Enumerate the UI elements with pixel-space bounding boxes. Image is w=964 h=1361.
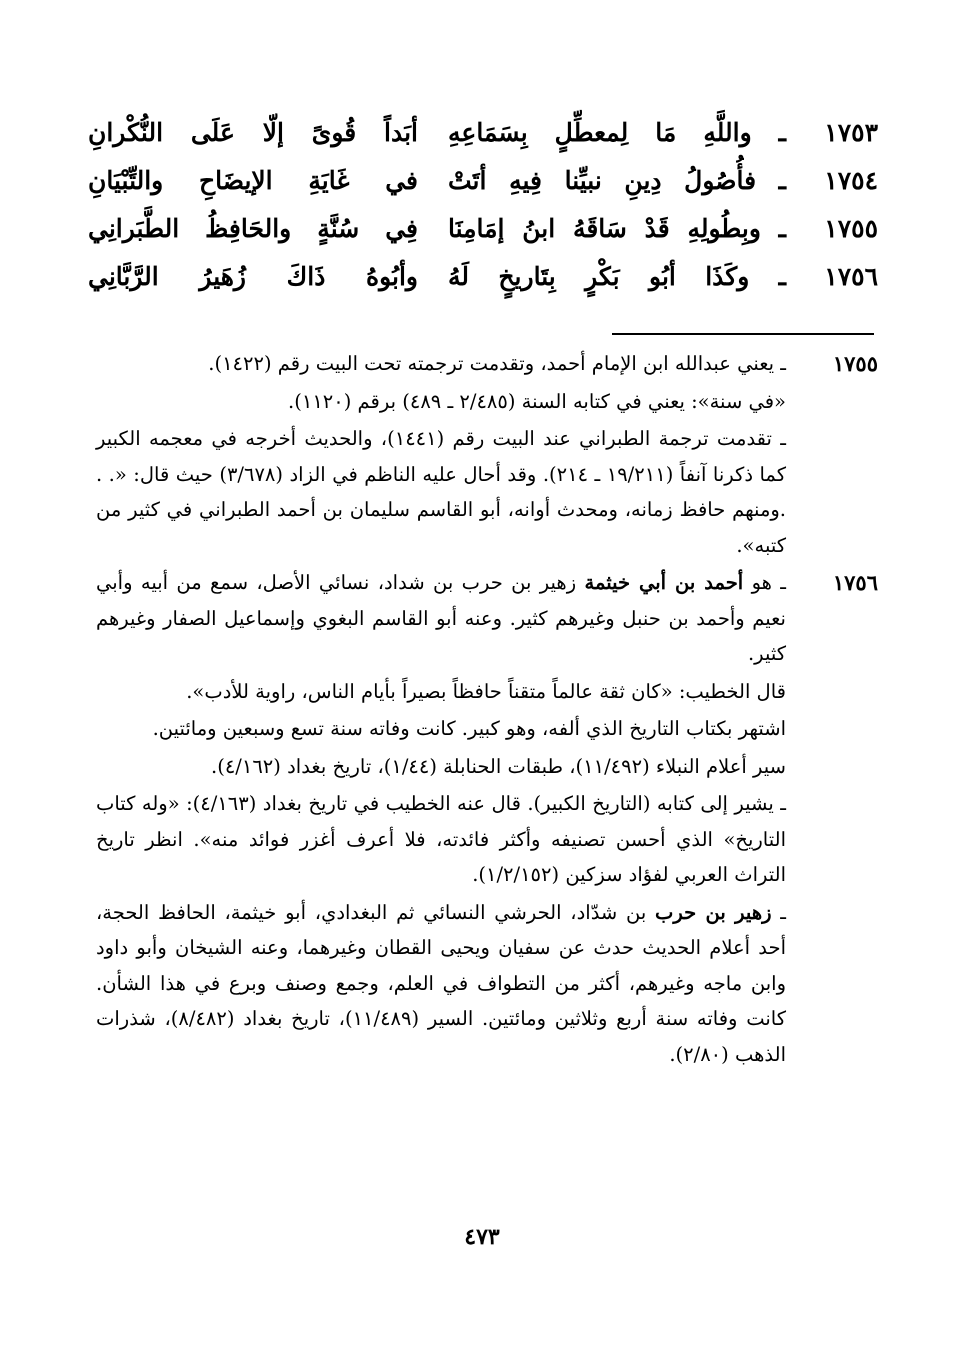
verse-second-hemistich: وأبُوهُ ذَاكَ زُهَيرُ الرَّبَّانِي — [88, 261, 418, 291]
footnote-paragraph: قال الخطيب: «كان ثقة عالماً متقناً حافظاً بصيراً بأيام الناس، راوية للأدب». — [186, 679, 786, 703]
footnote-number: ١٧٥٥ — [832, 351, 878, 376]
text-run: ـ — [771, 900, 786, 924]
footnote-paragraph: سير أعلام النبلاء (١١/٤٩٢)، طبقات الحنابلة (١/٤٤)، تاريخ بغداد (٤/١٦٢). — [211, 754, 786, 778]
footnote — [96, 346, 878, 565]
footnote-paragraph: ـ يعني عبدالله ابن الإمام أحمد، وتقدمت ترجمته تحت البيت رقم (١٤٢٢). — [208, 352, 786, 375]
verse-first-hemistich: ـ وكَذَا أبُو بَكْرٍ بِتَاريخٍ لَهُ — [448, 261, 786, 291]
page-number: ٤٧٣ — [464, 1224, 500, 1250]
verse-second-hemistich: فِي سُنَّةٍ والحَافِظُ الطَّبَرانِي — [88, 213, 418, 243]
footnotes — [96, 346, 878, 1074]
footnote-paragraph: ـ يشير إلى كتابه (التاريخ الكبير). قال عنه الخطيب في تاريخ بغداد (٤/١٦٣): «وله كتاب التاريخ» الذي أحسن تصنيفه وأكثر فائدته، فلا أعرف أغزر فوائد منه». انظر تاريخ التراث العربي لفؤاد سزكين (١/٢/١٥٢). — [96, 792, 786, 886]
verse-second-hemistich: في غَايَةِ الإيضَاحِ والتِّبْيَانِ — [88, 165, 418, 195]
verse-first-hemistich: ـ واللَّهِ مَا لِمعطِّلٍ بِسَمَاعِهِ — [448, 117, 786, 147]
verse-number: ١٧٥٥ — [824, 213, 878, 243]
footnote-number: ١٧٥٦ — [832, 570, 878, 595]
text-run: ـ هو — [743, 571, 786, 594]
verse-number: ١٧٥٦ — [824, 261, 878, 291]
footnote-body — [96, 346, 786, 565]
verse-row — [88, 204, 878, 252]
verse-second-hemistich: أبَداً قُوىً إلّا عَلَى النُّكْرانِ — [88, 117, 418, 147]
text-run: بن شدّاد، الحرشي النسائي ثم البغدادي، أبو خيثمة، الحافظ الحجة، أحد أعلام الحديث حدث عن سفيان ويحيى القطان وغيرهما، وعنه الشيخان وأبو داود وابن ماجه وغيرهم، أكثر من التطواف في العلم، وجمع وصنف وبرع في هذا الشأن. كانت وفاته سنة أربع وثلاثين ومائتين. السير (١١/٤٨٩)، تاريخ بغداد (٨/٤٨٢)، شذرات الذهب (٢/٨٠). — [96, 900, 786, 1066]
verse-row — [88, 252, 878, 300]
footnote-paragraph — [96, 565, 786, 672]
text-run: زهير بن حرب بن شداد، نسائي الأصل، سمع من أبيه وأبي نعيم وأحمد بن حنبل وغيرهم كثير. وعنه أبو القاسم البغوي وإسماعيل الصفار وغيرهم كثير. — [96, 571, 786, 665]
bold-name: أحمد بن أبي خيثمة — [584, 571, 744, 594]
poem-verses — [88, 108, 878, 300]
verse-number: ١٧٥٣ — [824, 117, 878, 147]
verse-number: ١٧٥٤ — [824, 165, 878, 195]
footnote-paragraph: ـ تقدمت ترجمة الطبراني عند البيت رقم (١٤٤١)، والحديث أخرجه في معجمه الكبير كما ذكرنا آنفاً (١٩/٢١١ ـ ٢١٤). وقد أحال عليه الناظم في الزاد (٣/٦٧٨) حيث قال: «. . .ومنهم حافظ زمانه، ومحدث أوانه، أبو القاسم سليمان بن أحمد الطبراني في كثير من كتبه». — [96, 427, 786, 557]
verse-row — [88, 108, 878, 156]
footnote — [96, 565, 878, 1074]
footnote-body — [96, 565, 786, 1074]
verse-row — [88, 156, 878, 204]
footnote-separator — [612, 333, 874, 335]
footnote-paragraph: اشتهر بكتاب التاريخ الذي ألفه، وهو كبير. كانت وفاته سنة تسع وسبعين ومائتين. — [152, 717, 786, 740]
footnote-paragraph: «في سنة»: يعني في كتابه السنة (٢/٤٨٥ ـ ٤٨٩) برقم (١١٢٠). — [288, 389, 786, 413]
footnote-paragraph — [96, 895, 786, 1073]
verse-first-hemistich: ـ وبِطُولِهِ قَدْ سَاقَهُ ابنُ إمَامِنَا — [448, 213, 786, 243]
verse-first-hemistich: ـ فأُصُولُ دِينِ نبيِّنا فِيهِ أتَتْ — [448, 165, 786, 195]
bold-name: زهير بن حرب — [655, 900, 772, 924]
